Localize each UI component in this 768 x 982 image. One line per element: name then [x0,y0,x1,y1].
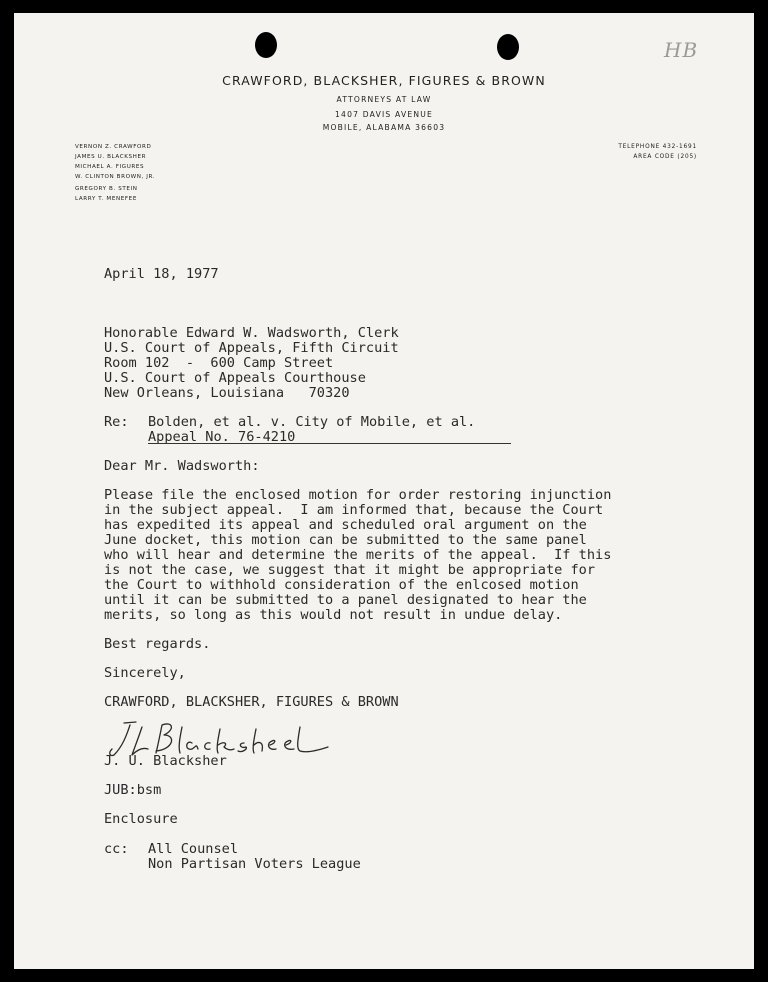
enclosure-note: Enclosure [104,811,178,827]
re-case: Bolden, et al. v. City of Mobile, et al. [148,414,476,430]
handwritten-corner-note: HB [664,38,699,62]
area-code: AREA CODE (205) [633,154,697,160]
body-line: who will hear and determine the merits of the appeal. If this [104,547,612,563]
letterhead-line: 1407 DAVIS AVENUE [335,110,433,119]
punch-hole [255,32,277,58]
re-label: Re: [104,414,129,430]
body-line: the Court to withhold consideration of the enlcosed motion [104,577,579,593]
closing-regards: Best regards. [104,636,211,652]
body-line: merits, so long as this would not result in undue delay. [104,607,563,623]
re-appeal-number: Appeal No. 76-4210 [148,429,296,445]
partner-name: GREGORY B. STEIN [75,186,138,192]
partner-name: LARRY T. MENEFEE [75,196,137,202]
addressee-line: New Orleans, Louisiana 70320 [104,385,350,401]
contact-block [618,142,697,162]
addressee-line: U.S. Court of Appeals, Fifth Circuit [104,340,399,356]
signer-name: J. U. Blacksher [104,753,227,769]
addressee-line: Room 102 - 600 Camp Street [104,355,334,371]
salutation: Dear Mr. Wadsworth: [104,458,260,474]
letter-page [14,13,754,969]
body-line: in the subject appeal. I am informed that, because the Court [104,502,604,518]
body-line: until it can be submitted to a panel designated to hear the [104,592,587,608]
partner-name: JAMES U. BLACKSHER [75,154,147,160]
telephone: TELEPHONE 432-1691 [618,144,697,150]
body-line: has expedited its appeal and scheduled oral argument on the [104,517,587,533]
partner-name: W. CLINTON BROWN, JR. [75,174,156,180]
letterhead-line: MOBILE, ALABAMA 36603 [322,123,446,132]
addressee-line: Honorable Edward W. Wadsworth, Clerk [104,325,399,341]
body-line: is not the case, we suggest that it might be appropriate for [104,562,596,578]
partners-list [75,142,155,204]
punch-hole [497,34,519,60]
re-underline [148,443,511,444]
date: April 18, 1977 [104,266,219,282]
addressee-line: U.S. Court of Appeals Courthouse [104,370,366,386]
letterhead-line: ATTORNEYS AT LAW [336,95,432,104]
body-line: Please file the enclosed motion for order restoring injunction [104,487,612,503]
partner-name: VERNON Z. CRAWFORD [75,144,152,150]
closing-sincerely: Sincerely, [104,665,186,681]
body-line: June docket, this motion can be submitted to the same panel [104,532,587,548]
cc-recipient: All Counsel [148,841,239,857]
cc-label: cc: [104,841,129,857]
partner-name: MICHAEL A. FIGURES [75,164,145,170]
cc-recipient: Non Partisan Voters League [148,856,361,872]
firm-signature-line: CRAWFORD, BLACKSHER, FIGURES & BROWN [104,694,399,710]
letterhead-firm-name: CRAWFORD, BLACKSHER, FIGURES & BROWN [222,73,546,88]
reference-initials: JUB:bsm [104,782,162,798]
